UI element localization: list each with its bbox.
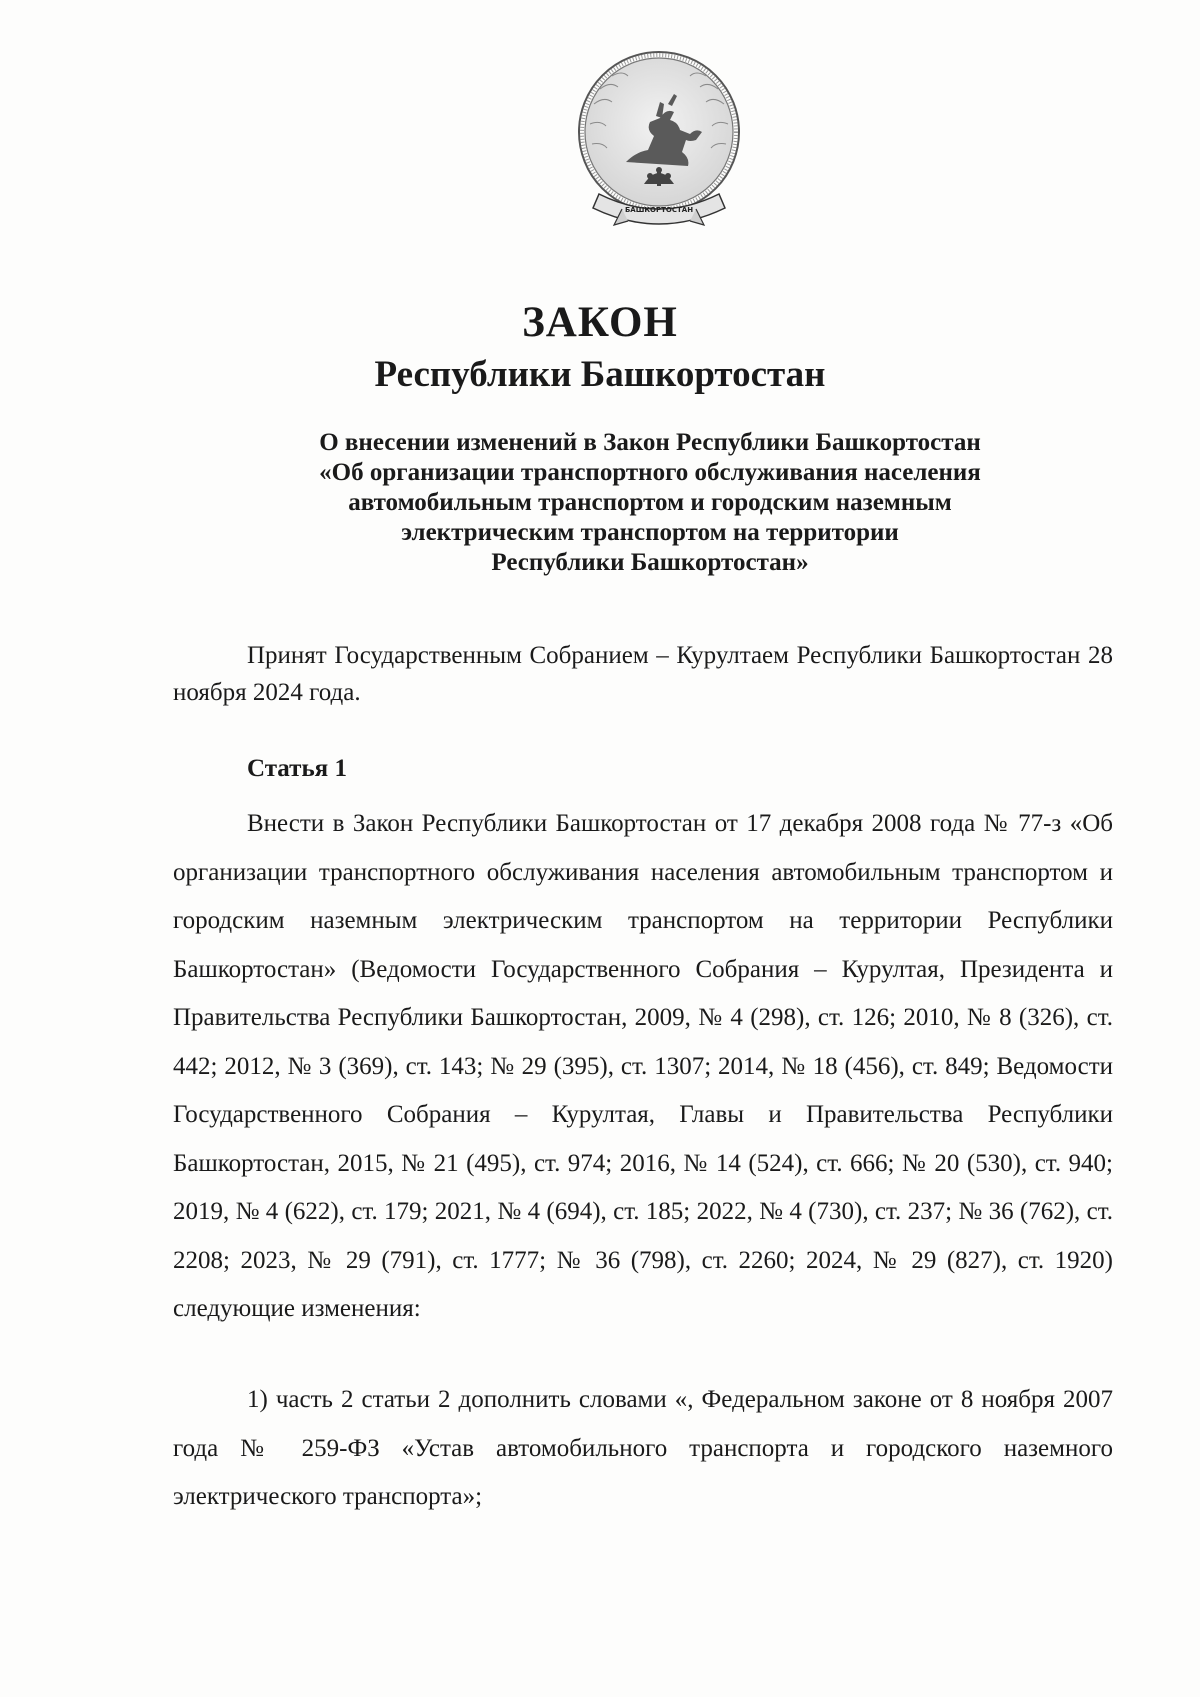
law-name-line: автомобильным транспортом и городским наземным (348, 489, 952, 516)
law-name-line: Республики Башкортостан» (491, 549, 809, 576)
law-subtitle: Республики Башкортостан (374, 354, 826, 395)
article-item: 1) часть 2 статьи 2 дополнить словами «, Федеральном законе от 8 ноября 2007 года № 259-ФЗ «Устав автомобильного транспорта и городского наземного электрического транспорта»; (173, 1386, 1113, 1510)
law-name-line: электрическим транспортом на территории (401, 519, 899, 546)
article-heading: Статья 1 (247, 755, 347, 782)
svg-text:БАШКОРТОСТАН: БАШКОРТОСТАН (624, 206, 694, 214)
law-name-line: «Об организации транспортного обслуживания населения (319, 459, 981, 486)
law-title: ЗАКОН (522, 299, 678, 346)
law-name (200, 428, 1100, 578)
law-name-line: О внесении изменений в Закон Республики Башкортостан (319, 429, 981, 456)
article-body: Внести в Закон Республики Башкортостан от 17 декабря 2008 года № 77-з «Об организации транспортного обслуживания населения автомобильным транспортом и городским наземным электрическим транспортом на территории Республики Башкортостан» (Ведомости Государственного Собрания – Курултая, Президента и Правительства Республики Башкортостан, 2009, № 4 (298), ст. 126; 2010, № 8 (326), ст. 442; 2012, № 3 (369), ст. 143; № 29 (395), ст. 1307; 2014, № 18 (456), ст. 849; Ведомости Государственного Собрания – Курултая, Главы и Правительства Республики Башкортостан, 2015, № 21 (495), ст. 974; 2016, № 14 (524), ст. 666; № 20 (530), ст. 940; 2019, № 4 (622), ст. 179; 2021, № 4 (694), ст. 185; 2022, № 4 (730), ст. 237; № 36 (762), ст. 2208; 2023, № 29 (791), ст. 1777; № 36 (798), ст. 2260; 2024, № 29 (827), ст. 1920) следующие изменения: (173, 810, 1113, 1322)
coat-of-arms-emblem (564, 44, 754, 244)
adoption-note: Принят Государственным Собранием – Курултаем Республики Башкортостан 28 ноября 2024 года. (173, 642, 1113, 706)
